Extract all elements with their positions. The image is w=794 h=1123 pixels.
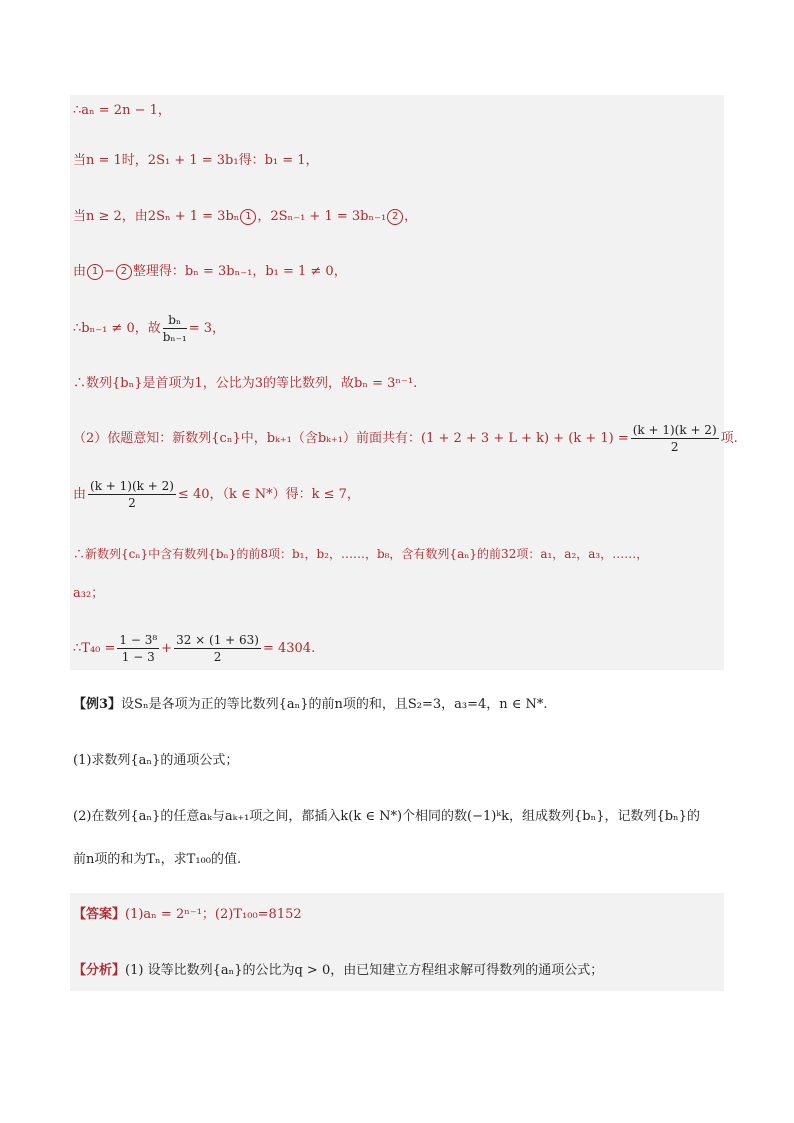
fraction-arithmetic-sum (174, 632, 261, 665)
fraction-numerator: bₙ (163, 312, 187, 329)
solution-line-11 (73, 632, 315, 665)
fraction-term-count (631, 422, 719, 455)
fraction-denominator: 2 (670, 440, 679, 454)
solution-line-4-a: 由 (73, 264, 87, 279)
example-part-2-cont: 前n项的和为Tₙ，求T₁₀₀的值. (73, 852, 242, 867)
solution-line-5 (73, 312, 225, 345)
example-part-1: (1)求数列{aₙ}的通项公式； (73, 753, 239, 768)
solution-line-6: ∴数列{bₙ}是首项为1，公比为3的等比数列，故bₙ = 3ⁿ⁻¹. (73, 376, 418, 391)
fraction-geometric-sum (117, 632, 159, 665)
fraction-numerator: (k + 1)(k + 2) (90, 479, 174, 493)
example-part-2: (2)在数列{aₙ}的任意aₖ与aₖ₊₁项之间，都插入k(k ∈ N*)个相同的数(−1)ᵏk，组成数列{bₙ}，记数列{bₙ}的 (73, 809, 700, 824)
solution-line-11-b: = 4304. (262, 641, 316, 656)
fraction-denominator: 2 (128, 496, 136, 510)
solution-line-8-b: ≤ 40，（k ∈ N*）得：k ≤ 7， (177, 487, 360, 502)
solution-line-4 (73, 263, 347, 281)
answer-text: (1)aₙ = 2ⁿ⁻¹；(2)T₁₀₀=8152 (125, 907, 302, 922)
fraction-denominator: 2 (213, 650, 222, 664)
analysis-text: (1) 设等比数列{aₙ}的公比为q > 0，由已知建立方程组求解可得数列的通项公式； (125, 963, 604, 978)
example-question-text: 设Sₙ是各项为正的等比数列{aₙ}的前n项的和，且S₂=3，a₃=4，n ∈ N*. (121, 697, 548, 712)
solution-line-11-a: ∴T₄₀ = (73, 641, 116, 656)
solution-line-3-b: ，2Sₙ₋₁ + 1 = 3bₙ₋₁ (257, 209, 387, 224)
solution-line-5-b: = 3， (188, 321, 226, 336)
fraction-numerator: 32 × (1 + 63) (176, 633, 259, 647)
fraction-denominator: 1 − 3 (121, 650, 155, 664)
answer-line (73, 906, 302, 924)
solution-line-3-c: ， (404, 209, 418, 224)
solution-line-7-b: 项. (720, 431, 738, 446)
solution-line-3 (73, 208, 417, 226)
analysis-tag: 【分析】 (73, 963, 126, 978)
circled-number-2: 2 (387, 209, 403, 225)
solution-line-4-b: − (104, 264, 115, 279)
circled-number-1b: 1 (87, 264, 103, 280)
solution-line-9: ∴新数列{cₙ}中含有数列{bₙ}的前8项：b₁，b₂，……，b₈，含有数列{aₙ}的前32项：a₁，a₂，a₃，……， (73, 547, 649, 561)
example-3-question (73, 696, 548, 714)
solution-line-10: a₃₂； (73, 586, 105, 601)
solution-line-7-a: （2）依题意知：新数列{cₙ}中，bₖ₊₁（含bₖ₊₁）前面共有：(1 + 2 + 3 + L + k) + (k + 1) = (73, 431, 629, 446)
fraction-numerator: (k + 1)(k + 2) (632, 423, 717, 437)
example-tag: 【例3】 (73, 697, 122, 712)
plus-sign: + (161, 641, 173, 656)
solution-line-5-a: ∴bₙ₋₁ ≠ 0，故 (73, 321, 161, 336)
solution-line-7 (73, 422, 738, 455)
solution-line-8-a: 由 (73, 487, 87, 502)
solution-line-8 (73, 478, 360, 511)
fraction-bn-ratio (163, 312, 187, 345)
fraction-denominator: bₙ₋₁ (162, 330, 187, 344)
solution-line-2: 当n = 1时，2S₁ + 1 = 3b₁得：b₁ = 1， (73, 153, 319, 168)
solution-line-3-a: 当n ≥ 2，由2Sₙ + 1 = 3bₙ (73, 209, 240, 224)
circled-number-2b: 2 (116, 264, 132, 280)
solution-line-1: ∴aₙ = 2n − 1， (73, 103, 171, 118)
answer-tag: 【答案】 (73, 907, 126, 922)
circled-number-1: 1 (240, 209, 256, 225)
analysis-line (73, 962, 603, 980)
fraction-numerator: 1 − 3⁸ (119, 633, 158, 647)
fraction-inequality (88, 478, 176, 511)
solution-line-4-c: 整理得：bₙ = 3bₙ₋₁，b₁ = 1 ≠ 0， (132, 264, 347, 279)
